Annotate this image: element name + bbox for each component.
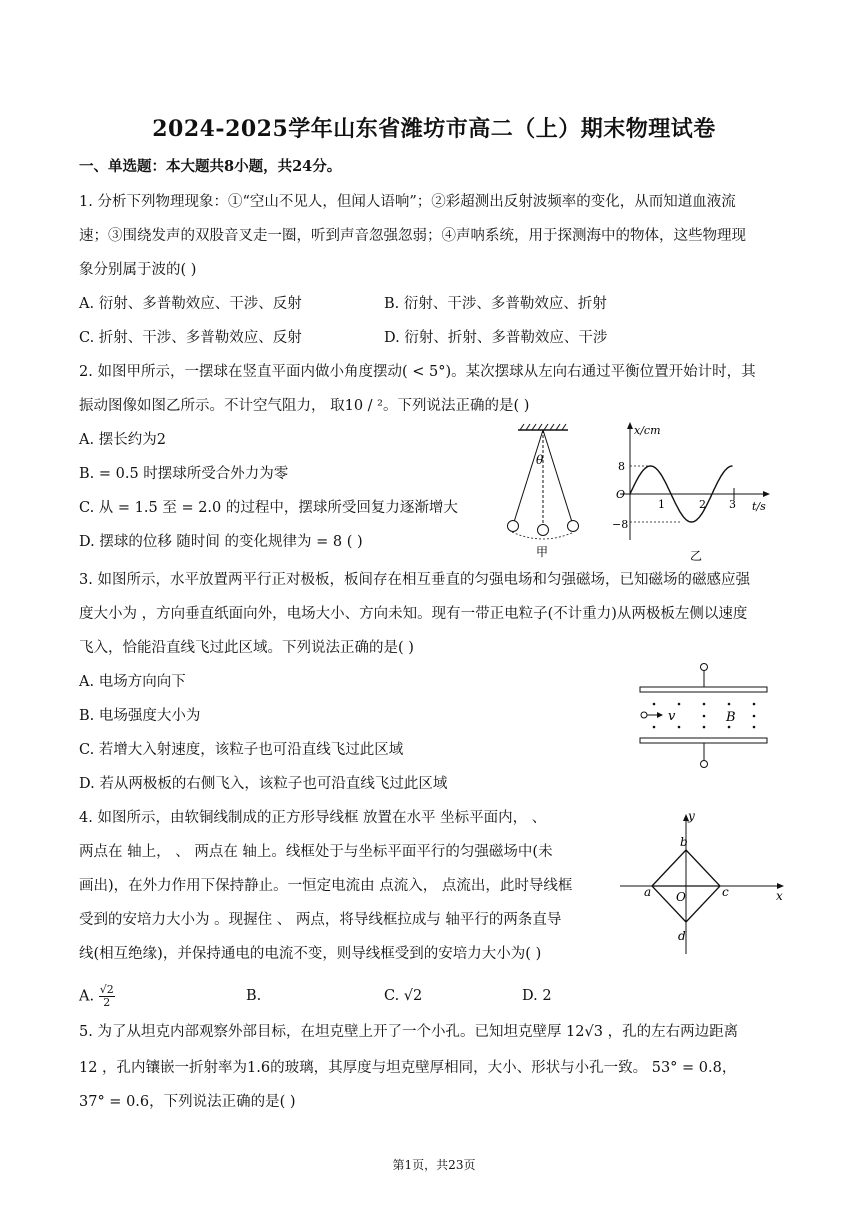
q3-option-c: C. 若增大入射速度，该粒子也可沿直线飞过此区域 (79, 742, 404, 758)
q5-line-1: 5. 为了从坦克内部观察外部目标，在坦克壁上开了一个小孔。已知坦克壁厚 12√3 ，孔的左右两边距离 (79, 1024, 739, 1040)
q2-option-c: C. 从 = 1.5 至 = 2.0 的过程中，摆球所受回复力逐渐增大 (79, 500, 458, 516)
t-axis-label: t/s (752, 500, 766, 513)
q2-line-2: 振动图像如图乙所示。不计空气阻力， 取10 / ²。下列说法正确的是( ) (79, 398, 530, 414)
q3-line-2: 度大小为 ，方向垂直纸面向外，电场大小、方向未知。现有一带正电粒子(不计重力)从两极板左侧以速度 (79, 606, 748, 622)
q4-option-c: C. √2 (384, 988, 423, 1004)
tick-8: 8 (618, 460, 625, 473)
tick-2: 2 (699, 498, 706, 511)
q4-line-1: 4. 如图所示，由软铜线制成的正方形导线框 放置在水平 坐标平面内， 、 (79, 810, 547, 826)
q1-line-1: 1. 分析下列物理现象：①“空山不见人，但闻人语响”；②彩超测出反射波频率的变化，从而知道血液流 (79, 194, 736, 210)
vibration-graph (606, 418, 776, 566)
section-heading: 一、单选题：本大题共8小题，共24分。 (79, 158, 342, 175)
velocity-label: v (668, 709, 676, 724)
q3-option-a: A. 电场方向向下 (79, 674, 186, 690)
q4-option-a-fraction (99, 984, 115, 1009)
q2-option-d: D. 摆球的位移 随时间 的变化规律为 = 8 ( ) (79, 534, 363, 550)
q1-option-b: B. 衍射、干涉、多普勒效应、折射 (384, 296, 607, 312)
origin-label: O (676, 890, 686, 904)
q4-option-a (79, 984, 115, 1009)
q1-option-a: A. 衍射、多普勒效应、干涉、反射 (79, 296, 302, 312)
q3-line-1: 3. 如图所示，水平放置两平行正对极板，板间存在相互垂直的匀强电场和匀强磁场，已知磁场的磁感应强 (79, 572, 750, 588)
tick-minus-8: −8 (612, 518, 629, 531)
q4-line-2: 两点在 轴上， 、 两点在 轴上。线框处于与坐标平面平行的匀强磁场中(未 (79, 844, 553, 860)
fraction-numerator: √2 (99, 983, 114, 996)
q2-option-b: B. = 0.5 时摆球所受合外力为零 (79, 466, 289, 482)
x-axis-label: x (776, 889, 783, 903)
x-axis-label: x/cm (634, 424, 661, 437)
tick-3: 3 (729, 498, 736, 511)
q1-option-d: D. 衍射、折射、多普勒效应、干涉 (384, 330, 608, 346)
q1-line-3: 象分别属于波的( ) (79, 262, 197, 278)
q3-line-3: 飞入，恰能沿直线飞过此区域。下列说法正确的是( ) (79, 640, 414, 656)
q4-line-4: 受到的安培力大小为 。现握住 、 两点，将导线框拉成与 轴平行的两条直导 (79, 912, 562, 928)
q5-line-2: 12 ，孔内镶嵌一折射率为1.6的玻璃，其厚度与坦克壁厚相同，大小、形状与小孔一致。 53° = 0.8， (79, 1060, 737, 1076)
q3-option-d: D. 若从两极板的右侧飞入，该粒子也可沿直线飞过此区域 (79, 776, 448, 792)
point-b-label: b (680, 835, 688, 849)
y-axis-label: y (688, 809, 695, 823)
q4-line-5: 线(相互绝缘)，并保持通电的电流不变，则导线框受到的安培力大小为( ) (79, 946, 542, 962)
q4-option-a-prefix: A. (79, 988, 95, 1005)
field-label: B (726, 710, 736, 725)
fig-jia-label: 甲 (536, 545, 549, 559)
tick-1: 1 (658, 498, 665, 511)
wire-frame-figure (616, 808, 790, 958)
q4-option-d: D. 2 (522, 988, 552, 1004)
pendulum-figure (496, 422, 596, 562)
origin-label: O (616, 488, 626, 501)
plates-figure (634, 660, 774, 772)
q3-option-b: B. 电场强度大小为 (79, 708, 201, 724)
theta-label: θ (536, 453, 544, 467)
q1-line-2: 速；③围绕发声的双股音叉走一圈，听到声音忽强忽弱；④声呐系统，用于探测海中的物体，这些物理现 (79, 228, 746, 244)
q2-option-a: A. 摆长约为2 (79, 432, 166, 448)
fig-yi-label: 乙 (690, 549, 703, 563)
q2-line-1: 2. 如图甲所示，一摆球在竖直平面内做小角度摆动( < 5°)。某次摆球从左向右通过平衡位置开始计时，其 (79, 364, 756, 380)
q5-line-3: 37° = 0.6，下列说法正确的是( ) (79, 1094, 296, 1110)
point-d-label: d (678, 929, 686, 943)
page-title: 2024-2025学年山东省潍坊市高二（上）期末物理试卷 (152, 116, 716, 142)
q1-option-c: C. 折射、干涉、多普勒效应、反射 (79, 330, 302, 346)
page-footer: 第1页，共23页 (392, 1158, 476, 1172)
q4-option-b: B. (246, 988, 262, 1004)
point-c-label: c (722, 885, 729, 899)
q4-line-3: 画出)，在外力作用下保持静止。一恒定电流由 点流入， 点流出，此时导线框 (79, 878, 573, 894)
fraction-denominator: 2 (103, 996, 111, 1009)
point-a-label: a (644, 885, 652, 899)
